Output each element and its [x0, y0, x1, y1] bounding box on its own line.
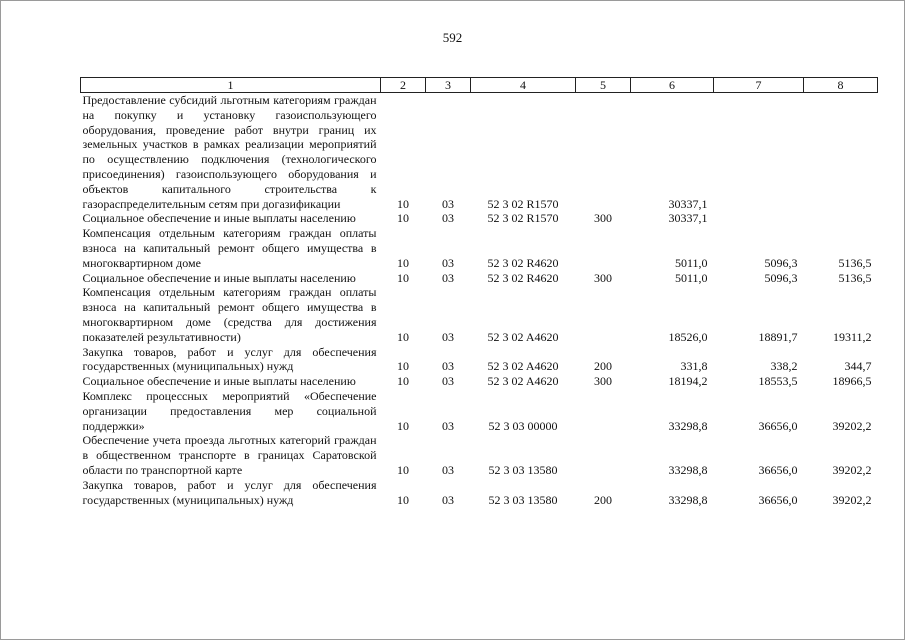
expense-type — [576, 93, 631, 212]
section-code: 10 — [397, 211, 409, 226]
target-article: 52 3 03 00000 — [488, 418, 558, 433]
table-row — [81, 93, 878, 212]
header-row — [81, 78, 878, 93]
section-code: 10 — [397, 196, 409, 211]
row-description: Закупка товаров, работ и услуг для обеспечения государственных (муниципальных) нужд — [82, 344, 377, 374]
subsection-code: 03 — [442, 462, 454, 477]
target-article: 52 3 02 A4620 — [487, 329, 559, 344]
amount-col6: 18194,2 — [668, 374, 708, 389]
expense-type: 300 — [594, 270, 612, 285]
header-cell: 2 — [381, 78, 426, 93]
amount-col7: 36656,0 — [758, 492, 798, 507]
target-article: 52 3 02 A4620 — [487, 359, 559, 374]
subsection-code: 03 — [442, 418, 454, 433]
row-description: Компенсация отдельным категориям граждан оплаты взноса на капитальный ремонт общего имущества в многоквартирном доме (средства для достижения показателей результативности) — [82, 285, 377, 344]
header-cell: 4 — [471, 78, 576, 93]
amount-col6: 331,8 — [680, 359, 708, 374]
subsection-code: 03 — [442, 211, 454, 226]
subsection-code: 03 — [442, 329, 454, 344]
subsection-code: 03 — [442, 359, 454, 374]
row-description: Социальное обеспечение и иные выплаты населению — [82, 374, 356, 389]
row-description: Обеспечение учета проезда льготных категорий граждан в общественном транспорте в границах Саратовской области по транспортной карте — [82, 433, 377, 477]
amount-col6: 5011,0 — [674, 270, 708, 285]
table-row — [81, 389, 878, 433]
table-row — [81, 211, 878, 226]
target-article: 52 3 02 R4620 — [487, 255, 559, 270]
budget-table — [80, 77, 878, 507]
expense-type: 200 — [594, 492, 612, 507]
expense-type: 300 — [594, 374, 612, 389]
table-row — [81, 374, 878, 389]
amount-col6: 18526,0 — [668, 329, 708, 344]
amount-col8: 39202,2 — [832, 418, 872, 433]
amount-col7 — [714, 93, 804, 212]
header-cell: 5 — [576, 78, 631, 93]
row-description: Социальное обеспечение и иные выплаты населению — [82, 270, 356, 285]
amount-col6: 33298,8 — [668, 492, 708, 507]
header-cell: 3 — [426, 78, 471, 93]
table-row — [81, 226, 878, 270]
amount-col8: 5136,5 — [838, 255, 872, 270]
amount-col6: 33298,8 — [668, 462, 708, 477]
target-article: 52 3 03 13580 — [488, 462, 558, 477]
expense-type: 200 — [594, 359, 612, 374]
table-row — [81, 433, 878, 477]
header-cell: 8 — [804, 78, 878, 93]
amount-col6: 33298,8 — [668, 418, 708, 433]
amount-col8: 18966,5 — [832, 374, 872, 389]
header-cell: 1 — [81, 78, 381, 93]
header-cell: 6 — [631, 78, 714, 93]
target-article: 52 3 02 R1570 — [487, 196, 559, 211]
target-article: 52 3 02 A4620 — [487, 374, 559, 389]
page-number: 592 — [442, 30, 463, 45]
amount-col8: 39202,2 — [832, 462, 872, 477]
subsection-code: 03 — [442, 270, 454, 285]
amount-col8: 5136,5 — [838, 270, 872, 285]
amount-col7: 36656,0 — [758, 418, 798, 433]
amount-col7: 5096,3 — [764, 255, 798, 270]
section-code: 10 — [397, 492, 409, 507]
expense-type — [576, 389, 631, 433]
amount-col7: 18891,7 — [758, 329, 798, 344]
subsection-code: 03 — [442, 492, 454, 507]
amount-col7: 36656,0 — [758, 462, 798, 477]
row-description: Компенсация отдельным категориям граждан оплаты взноса на капитальный ремонт общего имущества в многоквартирном доме — [82, 226, 377, 270]
amount-col8: 344,7 — [844, 359, 872, 374]
amount-col7: 18553,5 — [758, 374, 798, 389]
target-article: 52 3 02 R1570 — [487, 211, 559, 226]
expense-type — [576, 285, 631, 344]
row-description: Комплекс процессных мероприятий «Обеспечение организации предоставления мер социальной поддержки» — [82, 388, 377, 433]
amount-col8: 19311,2 — [832, 329, 872, 344]
amount-col6: 5011,0 — [674, 255, 708, 270]
header-cell: 7 — [714, 78, 804, 93]
row-description: Закупка товаров, работ и услуг для обеспечения государственных (муниципальных) нужд — [82, 477, 377, 507]
section-code: 10 — [397, 329, 409, 344]
subsection-code: 03 — [442, 255, 454, 270]
amount-col6: 30337,1 — [668, 211, 708, 226]
table-row — [81, 345, 878, 375]
amount-col7: 338,2 — [770, 359, 798, 374]
row-description: Социальное обеспечение и иные выплаты населению — [82, 211, 356, 226]
table-row — [81, 478, 878, 508]
section-code: 10 — [397, 418, 409, 433]
target-article: 52 3 03 13580 — [488, 492, 558, 507]
section-code: 10 — [397, 359, 409, 374]
amount-col8 — [804, 93, 878, 212]
section-code: 10 — [397, 462, 409, 477]
amount-col8: 39202,2 — [832, 492, 872, 507]
amount-col8 — [804, 211, 878, 226]
expense-type: 300 — [594, 211, 612, 226]
table-row — [81, 271, 878, 286]
section-code: 10 — [397, 374, 409, 389]
amount-col7: 5096,3 — [764, 270, 798, 285]
amount-col7 — [714, 211, 804, 226]
table-row — [81, 285, 878, 344]
expense-type — [576, 226, 631, 270]
row-description: Предоставление субсидий льготным категориям граждан на покупку и установку газоиспользующего оборудования, проведение работ внутри границ их земельных участков в рамках реализации мероприятий по осуществлению подключения (технологического присоединения) газоиспользующего оборудования и объектов капитального строительства к газораспределительным сетям при догазификации — [82, 93, 377, 211]
subsection-code: 03 — [442, 374, 454, 389]
subsection-code: 03 — [442, 196, 454, 211]
section-code: 10 — [397, 255, 409, 270]
amount-col6: 30337,1 — [668, 196, 708, 211]
target-article: 52 3 02 R4620 — [487, 270, 559, 285]
section-code: 10 — [397, 270, 409, 285]
expense-type — [576, 433, 631, 477]
